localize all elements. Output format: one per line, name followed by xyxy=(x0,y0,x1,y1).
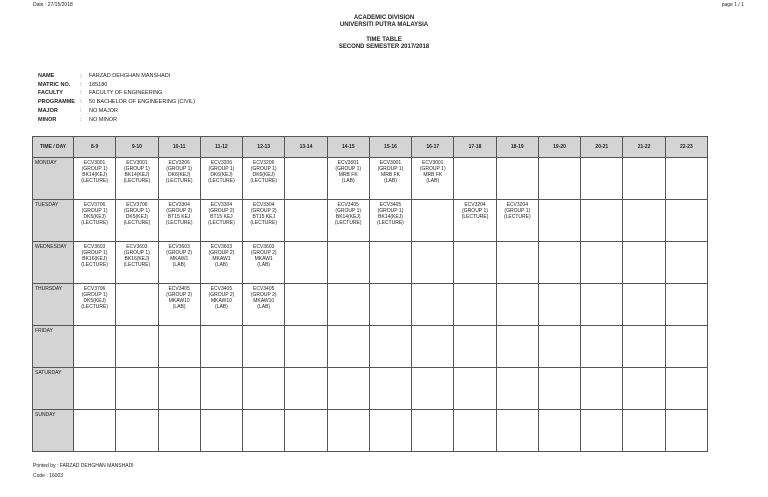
timetable-cell xyxy=(623,368,665,410)
info-label: NAME xyxy=(38,73,55,79)
time-slot-header: 19-20 xyxy=(538,137,580,158)
timetable-cell xyxy=(412,368,454,410)
corner-header: TIME / DAY xyxy=(33,137,74,158)
timetable-cell xyxy=(581,158,623,200)
info-row xyxy=(38,116,195,125)
class-entry xyxy=(285,410,326,412)
class-entry xyxy=(666,242,707,244)
timetable-cell xyxy=(200,326,242,368)
timetable-cell xyxy=(412,242,454,284)
class-entry: ECV3405 (GROUP 2) MKAW10 (LAB) xyxy=(166,286,193,310)
class-entry xyxy=(623,368,664,370)
class-entry xyxy=(243,326,284,328)
info-label: PROGRAMME xyxy=(38,99,75,106)
timetable-cell xyxy=(243,158,285,200)
timetable-cell xyxy=(581,368,623,410)
day-label: FRIDAY xyxy=(33,326,74,368)
class-entry xyxy=(581,284,622,286)
class-entry xyxy=(116,326,157,328)
timetable-cell xyxy=(285,284,327,326)
timetable-cell xyxy=(412,410,454,452)
time-slot-header: 12-13 xyxy=(243,137,285,158)
timetable xyxy=(32,136,708,452)
class-entry xyxy=(370,326,411,328)
day-label: THURSDAY xyxy=(33,284,74,326)
timetable-cell xyxy=(369,326,411,368)
print-date: Date : 27/15/2018 xyxy=(33,2,73,8)
timetable-cell xyxy=(158,284,200,326)
timetable-cell xyxy=(665,158,707,200)
timetable-cell xyxy=(158,242,200,284)
timetable-cell xyxy=(285,242,327,284)
class-entry xyxy=(74,368,115,370)
timetable-cell xyxy=(327,284,369,326)
class-entry xyxy=(497,242,538,244)
header-semester: SECOND SEMESTER 2017/2018 xyxy=(338,44,430,50)
class-entry xyxy=(454,284,495,286)
timetable-cell xyxy=(454,242,496,284)
class-entry: ECV3204 (GROUP 1) (LECTURE) xyxy=(503,202,531,220)
class-entry xyxy=(370,242,411,244)
timetable-cell xyxy=(200,410,242,452)
info-separator: : xyxy=(80,107,82,114)
timetable-cell xyxy=(538,242,580,284)
timetable-cell xyxy=(665,326,707,368)
class-entry xyxy=(285,326,326,328)
timetable-cell xyxy=(538,368,580,410)
class-entry xyxy=(328,242,369,244)
student-info xyxy=(38,72,195,124)
info-value: NO MINOR xyxy=(89,116,118,123)
class-entry xyxy=(539,200,580,202)
timetable-cell xyxy=(369,200,411,242)
class-entry xyxy=(539,284,580,286)
class-entry xyxy=(412,284,453,286)
timetable-cell xyxy=(116,158,158,200)
class-entry: ECV3405 (GROUP 1) BK14(KEJ) (LECTURE) xyxy=(377,202,404,226)
header-university: UNIVERSITI PUTRA MALAYSIA xyxy=(339,22,429,28)
timetable-cell xyxy=(412,284,454,326)
info-separator: : xyxy=(80,99,82,106)
timetable-cell xyxy=(581,284,623,326)
timetable-cell xyxy=(623,242,665,284)
timetable-cell xyxy=(285,158,327,200)
class-entry: ECV3204 (GROUP 1) (LECTURE) xyxy=(461,202,489,220)
timetable-cell xyxy=(243,326,285,368)
class-entry xyxy=(412,368,453,370)
timetable-cell xyxy=(454,326,496,368)
class-entry: ECV3706 (GROUP 1) DK5(KEJ) (LECTURE) xyxy=(123,202,151,226)
timetable-cell xyxy=(327,410,369,452)
time-slot-header: 10-11 xyxy=(158,137,200,158)
timetable-cell xyxy=(74,200,116,242)
timetable-cell xyxy=(581,200,623,242)
class-entry xyxy=(116,368,157,370)
class-entry xyxy=(285,284,326,286)
class-entry xyxy=(116,410,157,412)
class-entry: ECV3603 (GROUP 2) MKAW1 (LAB) xyxy=(250,244,277,268)
time-slot-header: 22-23 xyxy=(665,137,707,158)
class-entry xyxy=(581,368,622,370)
class-entry: ECV3706 (GROUP 1) DK5(KEJ) (LECTURE) xyxy=(81,202,108,226)
timetable-cell xyxy=(327,326,369,368)
timetable-cell xyxy=(158,410,200,452)
time-slot-header: 14-15 xyxy=(327,137,369,158)
time-slot-header: 9-10 xyxy=(116,137,158,158)
timetable-cell xyxy=(665,200,707,242)
timetable-cell xyxy=(454,410,496,452)
info-separator: : xyxy=(80,116,82,123)
day-label: WEDNESDAY xyxy=(33,242,74,284)
class-entry xyxy=(328,284,369,286)
class-entry xyxy=(370,410,411,412)
class-entry xyxy=(497,410,538,412)
timetable-cell xyxy=(369,410,411,452)
timetable-cell xyxy=(623,326,665,368)
class-entry xyxy=(243,368,284,370)
day-label: SUNDAY xyxy=(33,410,74,452)
class-entry xyxy=(116,284,157,286)
info-label: MAJOR xyxy=(38,107,58,114)
timetable-cell xyxy=(454,284,496,326)
class-entry: ECV3304 (GROUP 2) BT15 KEJ (LECTURE) xyxy=(250,202,278,226)
class-entry xyxy=(581,242,622,244)
timetable-cell xyxy=(665,368,707,410)
header-title: TIME TABLE xyxy=(366,37,402,43)
timetable-cell xyxy=(496,242,538,284)
class-entry xyxy=(666,410,707,412)
timetable-cell xyxy=(327,158,369,200)
class-entry xyxy=(201,368,242,370)
info-separator: : xyxy=(80,73,82,79)
timetable-cell xyxy=(369,368,411,410)
timetable-cell xyxy=(243,368,285,410)
timetable-cell xyxy=(116,200,158,242)
class-entry xyxy=(159,368,200,370)
class-entry xyxy=(412,326,453,328)
class-entry xyxy=(581,200,622,202)
class-entry xyxy=(623,410,664,412)
class-entry xyxy=(454,326,495,328)
timetable-cell xyxy=(496,158,538,200)
header-division: ACADEMIC DIVISION xyxy=(353,15,415,21)
info-label: MATRIC NO. xyxy=(38,81,71,88)
page-number: page 1 / 1 xyxy=(721,2,744,8)
timetable-cell xyxy=(327,368,369,410)
info-value: 185180 xyxy=(89,81,108,88)
class-entry xyxy=(370,284,411,286)
timetable-cell xyxy=(538,410,580,452)
class-entry: ECV3603 (GROUP 1) BK16(KEJ) (LECTURE) xyxy=(81,244,108,268)
class-entry xyxy=(666,158,707,160)
footer xyxy=(33,463,134,483)
info-value: 50 BACHELOR OF ENGINEERING (CIVIL) xyxy=(89,99,196,106)
timetable-cell xyxy=(581,242,623,284)
class-entry xyxy=(623,242,664,244)
time-slot-header: 11-12 xyxy=(200,137,242,158)
class-entry: ECV3405 (GROUP 1) BK14(KEJ) (LECTURE) xyxy=(334,202,362,226)
timetable-cell xyxy=(285,410,327,452)
class-entry xyxy=(497,326,538,328)
class-entry: ECV3001 (GROUP 1) MRB FK (LAB) xyxy=(377,160,404,184)
time-slot-header: 21-22 xyxy=(623,137,665,158)
timetable-cell xyxy=(116,326,158,368)
timetable-cell xyxy=(158,326,200,368)
timetable-cell xyxy=(74,158,116,200)
class-entry: ECV3206 (GROUP 1) DK6(KEJ) (LECTURE) xyxy=(165,160,193,184)
timetable-cell xyxy=(496,368,538,410)
timetable-cell xyxy=(74,410,116,452)
class-entry xyxy=(623,158,664,160)
timetable-cell xyxy=(116,284,158,326)
table-row xyxy=(33,158,708,200)
code: Code : 16003 xyxy=(33,473,64,479)
timetable-cell xyxy=(200,284,242,326)
time-slot-header: 20-21 xyxy=(581,137,623,158)
class-entry xyxy=(539,158,580,160)
timetable-cell xyxy=(412,200,454,242)
timetable-cell xyxy=(496,410,538,452)
timetable-cell xyxy=(623,200,665,242)
table-row xyxy=(33,410,708,452)
timetable-cell xyxy=(200,158,242,200)
info-row xyxy=(38,81,195,90)
class-entry xyxy=(328,326,369,328)
timetable-cell xyxy=(200,368,242,410)
class-entry xyxy=(243,410,284,412)
class-entry: ECV3405 (GROUP 2) MKAW10 (LAB) xyxy=(208,286,235,310)
timetable-cell xyxy=(369,242,411,284)
timetable-cell xyxy=(496,200,538,242)
timetable-cell xyxy=(327,242,369,284)
class-entry xyxy=(539,410,580,412)
class-entry xyxy=(328,368,369,370)
table-row xyxy=(33,242,708,284)
class-entry xyxy=(666,326,707,328)
time-slot-header: 13-14 xyxy=(285,137,327,158)
timetable-cell xyxy=(496,284,538,326)
class-entry: ECV3001 (GROUP 1) MRB FK (LAB) xyxy=(419,160,446,184)
timetable-cell xyxy=(623,158,665,200)
info-row xyxy=(38,107,195,116)
timetable-cell xyxy=(623,284,665,326)
timetable-cell xyxy=(158,200,200,242)
class-entry: ECV3001 (GROUP 1) MRB FK (LAB) xyxy=(335,160,362,184)
timetable-cell xyxy=(538,200,580,242)
timetable-cell xyxy=(538,284,580,326)
timetable-cell xyxy=(116,242,158,284)
timetable-cell xyxy=(200,200,242,242)
timetable-cell xyxy=(74,242,116,284)
timetable-cell xyxy=(243,242,285,284)
time-slot-header: 15-16 xyxy=(369,137,411,158)
timetable-cell xyxy=(74,368,116,410)
class-entry: ECV3603 (GROUP 2) MKAW1 (LAB) xyxy=(208,244,235,268)
timetable-cell xyxy=(158,158,200,200)
timetable-cell xyxy=(665,242,707,284)
timetable-cell xyxy=(243,410,285,452)
info-label: MINOR xyxy=(38,116,57,123)
timetable-cell xyxy=(285,200,327,242)
info-row xyxy=(38,89,195,98)
class-entry xyxy=(74,326,115,328)
timetable-cell xyxy=(538,158,580,200)
class-entry xyxy=(370,368,411,370)
printed-by: Printed by : FARZAD DEHGHAN MANSHADI xyxy=(33,463,134,469)
class-entry xyxy=(623,284,664,286)
class-entry: ECV3304 (GROUP 2) BT15 KEJ (LECTURE) xyxy=(208,202,235,226)
timetable-cell xyxy=(496,326,538,368)
class-entry xyxy=(454,242,495,244)
time-slot-header: 16-17 xyxy=(412,137,454,158)
table-row xyxy=(33,284,708,326)
info-separator: : xyxy=(80,81,82,88)
timetable-cell xyxy=(116,410,158,452)
time-slot-header: 17-18 xyxy=(454,137,496,158)
class-entry xyxy=(666,368,707,370)
class-entry xyxy=(412,410,453,412)
class-entry xyxy=(623,326,664,328)
timetable-cell xyxy=(74,326,116,368)
timetable-cell xyxy=(369,284,411,326)
class-entry xyxy=(285,158,326,160)
class-entry xyxy=(412,200,453,202)
info-value: FARZAD DEHGHAN MANSHADI xyxy=(89,73,171,79)
class-entry xyxy=(497,158,538,160)
day-label: MONDAY xyxy=(33,158,74,200)
timetable-cell xyxy=(623,410,665,452)
class-entry xyxy=(539,326,580,328)
timetable-cell xyxy=(581,410,623,452)
class-entry xyxy=(497,368,538,370)
class-entry xyxy=(74,410,115,412)
table-row xyxy=(33,368,708,410)
class-entry: ECV3706 (GROUP 1) DK5(KEJ) (LECTURE) xyxy=(81,286,108,310)
timetable-cell xyxy=(116,368,158,410)
class-entry xyxy=(539,242,580,244)
timetable-header-row xyxy=(33,137,708,158)
timetable-cell xyxy=(243,200,285,242)
table-row xyxy=(33,326,708,368)
class-entry: ECV3405 (GROUP 2) MKAW10 (LAB) xyxy=(250,286,277,310)
timetable-cell xyxy=(412,158,454,200)
info-value: NO MAJOR xyxy=(89,107,119,114)
timetable-cell xyxy=(285,368,327,410)
class-entry xyxy=(581,158,622,160)
class-entry: ECV3206 (GROUP 1) DK6(KEJ) (LECTURE) xyxy=(250,160,278,184)
time-slot-header: 18-19 xyxy=(496,137,538,158)
class-entry: ECV3304 (GROUP 2) BT15 KEJ (LECTURE) xyxy=(165,202,193,226)
info-value: FACULTY OF ENGINEERING xyxy=(89,90,163,97)
class-entry xyxy=(454,158,495,160)
timetable-cell xyxy=(665,284,707,326)
timetable-cell xyxy=(74,284,116,326)
class-entry xyxy=(666,284,707,286)
class-entry xyxy=(623,200,664,202)
class-entry xyxy=(285,242,326,244)
timetable-cell xyxy=(200,242,242,284)
class-entry xyxy=(412,242,453,244)
timetable-cell xyxy=(158,368,200,410)
class-entry xyxy=(454,410,495,412)
class-entry xyxy=(285,200,326,202)
day-label: TUESDAY xyxy=(33,200,74,242)
class-entry xyxy=(201,326,242,328)
class-entry xyxy=(581,326,622,328)
timetable-cell xyxy=(454,368,496,410)
time-slot-header: 8-9 xyxy=(74,137,116,158)
table-row xyxy=(33,200,708,242)
info-row xyxy=(38,72,195,81)
class-entry xyxy=(285,368,326,370)
class-entry: ECV3001 (GROUP 1) BK14(KEJ) (LECTURE) xyxy=(123,160,151,184)
info-label: FACULTY xyxy=(38,90,63,97)
timetable-cell xyxy=(243,284,285,326)
day-label: SATURDAY xyxy=(33,368,74,410)
class-entry: ECV3603 (GROUP 2) MKAW1 (LAB) xyxy=(166,244,193,268)
class-entry xyxy=(539,368,580,370)
info-separator: : xyxy=(80,90,82,97)
class-entry xyxy=(581,410,622,412)
timetable-cell xyxy=(581,326,623,368)
class-entry: ECV3001 (GROUP 1) BK14(KEJ) (LECTURE) xyxy=(81,160,108,184)
class-entry xyxy=(159,326,200,328)
class-entry xyxy=(328,410,369,412)
timetable-cell xyxy=(327,200,369,242)
timetable-cell xyxy=(454,158,496,200)
timetable-cell xyxy=(538,326,580,368)
class-entry xyxy=(454,368,495,370)
timetable-cell xyxy=(369,158,411,200)
class-entry xyxy=(666,200,707,202)
timetable-cell xyxy=(285,326,327,368)
class-entry xyxy=(497,284,538,286)
timetable-body xyxy=(33,158,708,452)
class-entry xyxy=(159,410,200,412)
document-header xyxy=(0,15,768,51)
info-row xyxy=(38,98,195,107)
class-entry xyxy=(201,410,242,412)
timetable-cell xyxy=(665,410,707,452)
timetable-cell xyxy=(454,200,496,242)
class-entry: ECV3603 (GROUP 1) BK16(KEJ) (LECTURE) xyxy=(123,244,151,268)
class-entry: ECV3206 (GROUP 1) DK6(KEJ) (LECTURE) xyxy=(208,160,235,184)
timetable-cell xyxy=(412,326,454,368)
